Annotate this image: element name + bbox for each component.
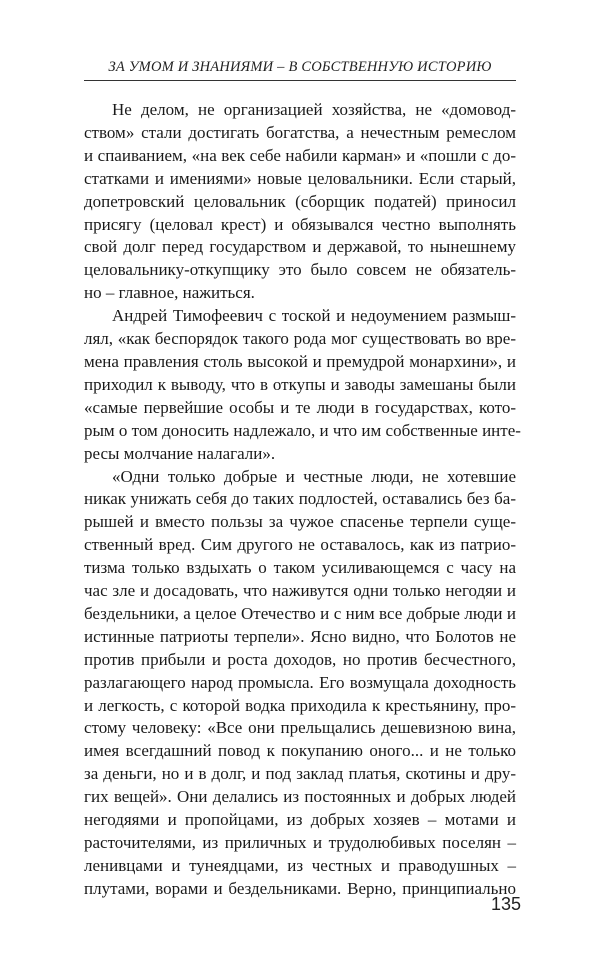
header-rule <box>84 80 516 81</box>
paragraph <box>84 99 516 305</box>
text-line: но – главное, нажиться. <box>84 283 255 303</box>
text-line: присягу (целовал крест) и обязывался честно выполнять <box>84 214 516 234</box>
text-line: стому человеку: «Все они прельщались дешевизною вина, <box>84 718 516 738</box>
text-line: плутами, ворами и бездельниками. Верно, принципиально <box>84 878 516 898</box>
text-line: ленивцами и тунеядцами, из честных и праводушных – <box>84 855 516 875</box>
text-line: час зле и досадовать, что наживутся одни только негодяи и <box>84 581 516 601</box>
text-line: разлагающего народ промысла. Его возмущала доходность <box>84 672 516 692</box>
text-line: «самые первейшие особы и те люди в государствах, кото- <box>84 397 516 417</box>
text-line: ресы молчание налагали». <box>84 443 276 463</box>
text-line: против прибыли и роста доходов, но против бесчестного, <box>84 649 516 669</box>
text-line: за деньги, но и в долг, и под заклад платья, скотины и дру- <box>84 764 516 784</box>
text-line: допетровский целовальник (сборщик податей) приносил <box>84 191 516 211</box>
text-line: рым о том доносить надлежало, и что им собственные инте- <box>84 420 521 440</box>
text-line: негодяями и пропойцами, из добрых хозяев – мотами и <box>84 810 516 830</box>
text-line: приходил к выводу, что в откупы и заводы замешаны были <box>84 374 516 394</box>
text-line: лял, «как беспорядок такого рода мог существовать во вре- <box>84 329 516 349</box>
text-line: тизма только вздыхать о таком усиливающемся с часу на <box>84 558 516 578</box>
text-line: ством» стали достигать богатства, а нечестным ремеслом <box>84 122 516 142</box>
text-line: гих вещей». Они делались из постоянных и добрых людей <box>84 787 516 807</box>
text-line: расточителями, из приличных и трудолюбивых поселян – <box>84 833 516 852</box>
paragraph <box>84 466 516 901</box>
paragraph <box>84 305 521 465</box>
text-line: Андрей Тимофеевич с тоской и недоумением размыш- <box>112 306 516 326</box>
text-line: ственный вред. Сим другого не оставалось, как из патрио- <box>84 535 516 555</box>
text-line: статками и имениями» новые целовальники. Если старый, <box>84 168 516 188</box>
text-line: рышей и вместо пользы за чужое спасенье терпели суще- <box>84 512 516 532</box>
text-line: Не делом, не организацией хозяйства, не «домовод- <box>112 100 516 119</box>
text-line: и легкость, с которой водка приходила к крестьянину, про- <box>84 695 516 715</box>
text-line: истинные патриоты терпели». Ясно видно, что Болотов не <box>84 626 516 646</box>
text-line: имея всегдашний повод к покупанию оного... и не только <box>84 741 516 761</box>
body-text <box>84 99 521 901</box>
text-line: целовальнику-откупщику это было совсем не обязатель- <box>84 260 516 280</box>
running-head: ЗА УМОМ И ЗНАНИЯМИ – В СОБСТВЕННУЮ ИСТОРИЮ <box>108 59 492 75</box>
text-line: мена правления столь высокой и премудрой монархини», и <box>84 351 516 371</box>
text-line: и спаиванием, «на век себе набили карман» и «пошли с до- <box>84 145 516 165</box>
page-number: 135 <box>490 894 521 914</box>
text-line: бездельники, а целое Отечество и с ним все добрые люди и <box>84 603 516 623</box>
text-line: никак унижать себя до таких подлостей, оставались без ба- <box>84 489 516 509</box>
text-line: свой долг перед государством и державой, то нынешнему <box>84 237 516 257</box>
text-line: «Одни только добрые и честные люди, не хотевшие <box>112 466 516 486</box>
